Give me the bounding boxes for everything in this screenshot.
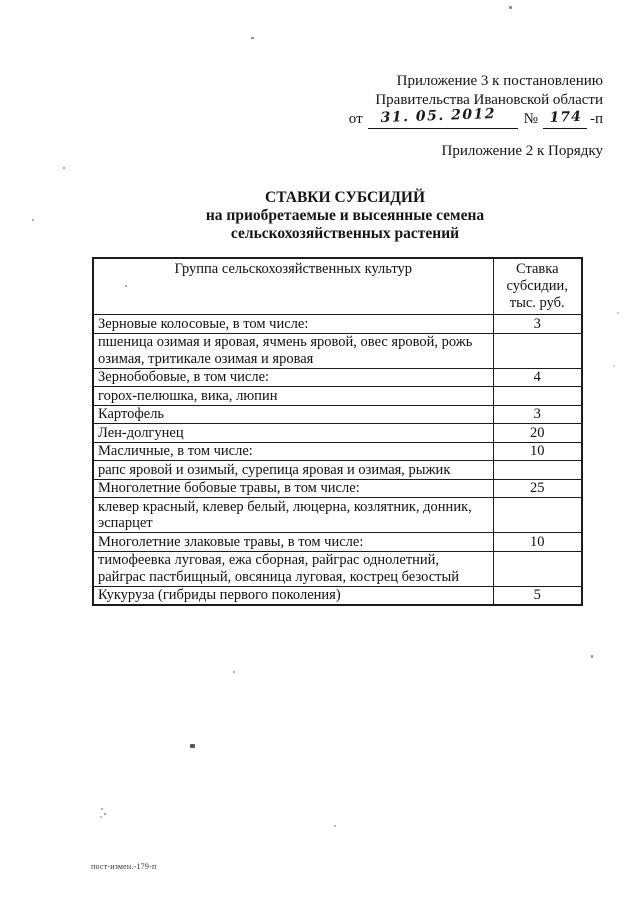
number-blank-line (543, 108, 587, 129)
header-date-line (348, 105, 603, 129)
table-body (93, 315, 582, 606)
document-header (349, 72, 603, 161)
date-blank-line (368, 105, 518, 129)
table-row (93, 533, 582, 552)
crop-group-cell: горох-пелюшка, вика, люпин (93, 387, 493, 406)
scan-speck (125, 285, 127, 287)
subsidy-rate-cell: 3 (493, 315, 582, 334)
subsidy-rates-table (92, 257, 583, 606)
table-row (93, 498, 582, 533)
crop-group-cell: Лен-долгунец (93, 424, 493, 443)
table-row (93, 387, 582, 406)
crop-group-cell: тимофеевка луговая, ежа сборная, райграс однолетний, райграс пастбищный, овсяница луговая, кострец безостый (93, 551, 493, 586)
scan-speck (334, 825, 336, 827)
table-row (93, 442, 582, 461)
subsidy-rate-cell: 5 (493, 586, 582, 605)
scan-speck (101, 808, 103, 810)
number-suffix: -п (589, 111, 603, 127)
crop-group-cell: Зерновые колосовые, в том числе: (93, 315, 493, 334)
subsidy-rate-cell: 10 (493, 533, 582, 552)
scan-speck (251, 37, 254, 39)
scan-speck (233, 671, 235, 673)
handwritten-date: 31. 05. 2012 (380, 105, 496, 127)
subsidy-rate-cell (493, 461, 582, 480)
subsidy-rate-cell: 3 (493, 405, 582, 424)
subsidy-rate-cell (493, 498, 582, 533)
header-line-1: Приложение 3 к постановлению (396, 73, 603, 89)
table-row (93, 586, 582, 605)
table-row (93, 479, 582, 498)
subsidy-rate-cell: 25 (493, 479, 582, 498)
scan-speck (104, 813, 106, 815)
title-line-2: на приобретаемые и высеянные семена (205, 207, 485, 224)
column-header-subsidy-rate: Ставка субсидии, тыс. руб. (493, 258, 582, 315)
table-row (93, 551, 582, 586)
crop-group-cell: клевер красный, клевер белый, люцерна, козлятник, донник, эспарцет (93, 498, 493, 533)
date-prefix-label: от (348, 111, 363, 127)
crop-group-cell: Картофель (93, 405, 493, 424)
table-row (93, 315, 582, 334)
crop-group-cell: Многолетние злаковые травы, в том числе: (93, 533, 493, 552)
handwritten-number: 174 (549, 108, 583, 127)
table-row (93, 405, 582, 424)
subsidy-rate-cell (493, 387, 582, 406)
scan-speck (100, 816, 102, 818)
header-subappendix: Приложение 2 к Порядку (441, 143, 603, 159)
crop-group-cell: Зернобобовые, в том числе: (93, 368, 493, 387)
header-line-2: Правительства Ивановской области (375, 92, 603, 108)
table-row (93, 424, 582, 443)
subsidy-rate-cell: 20 (493, 424, 582, 443)
subsidy-rate-cell: 10 (493, 442, 582, 461)
scan-speck (613, 365, 615, 367)
table-row (93, 333, 582, 368)
title-line-1: СТАВКИ СУБСИДИЙ (265, 189, 425, 206)
scan-speck (63, 167, 65, 169)
scan-speck (509, 6, 512, 9)
column-header-crop-group: Группа сельскохозяйственных культур (93, 258, 493, 315)
subsidy-rate-cell (493, 551, 582, 586)
table-row (93, 368, 582, 387)
scan-speck (591, 655, 593, 658)
table-header-row (93, 258, 582, 315)
document-title (100, 189, 590, 243)
footer-note: пост-измен.-179-п (91, 862, 157, 871)
scan-speck (190, 744, 195, 748)
crop-group-cell: Кукуруза (гибриды первого поколения) (93, 586, 493, 605)
table-row (93, 461, 582, 480)
crop-group-cell: рапс яровой и озимый, сурепица яровая и озимая, рыжик (93, 461, 493, 480)
title-line-3: сельскохозяйственных растений (230, 225, 460, 242)
crop-group-cell: Масличные, в том числе: (93, 442, 493, 461)
subsidy-rate-cell (493, 333, 582, 368)
crop-group-cell: Многолетние бобовые травы, в том числе: (93, 479, 493, 498)
crop-group-cell: пшеница озимая и яровая, ячмень яровой, овес яровой, рожь озимая, тритикале озимая и яровая (93, 333, 493, 368)
scan-speck (617, 312, 619, 314)
subsidy-rate-cell: 4 (493, 368, 582, 387)
number-sign: № (523, 111, 538, 127)
scan-speck (32, 219, 34, 221)
